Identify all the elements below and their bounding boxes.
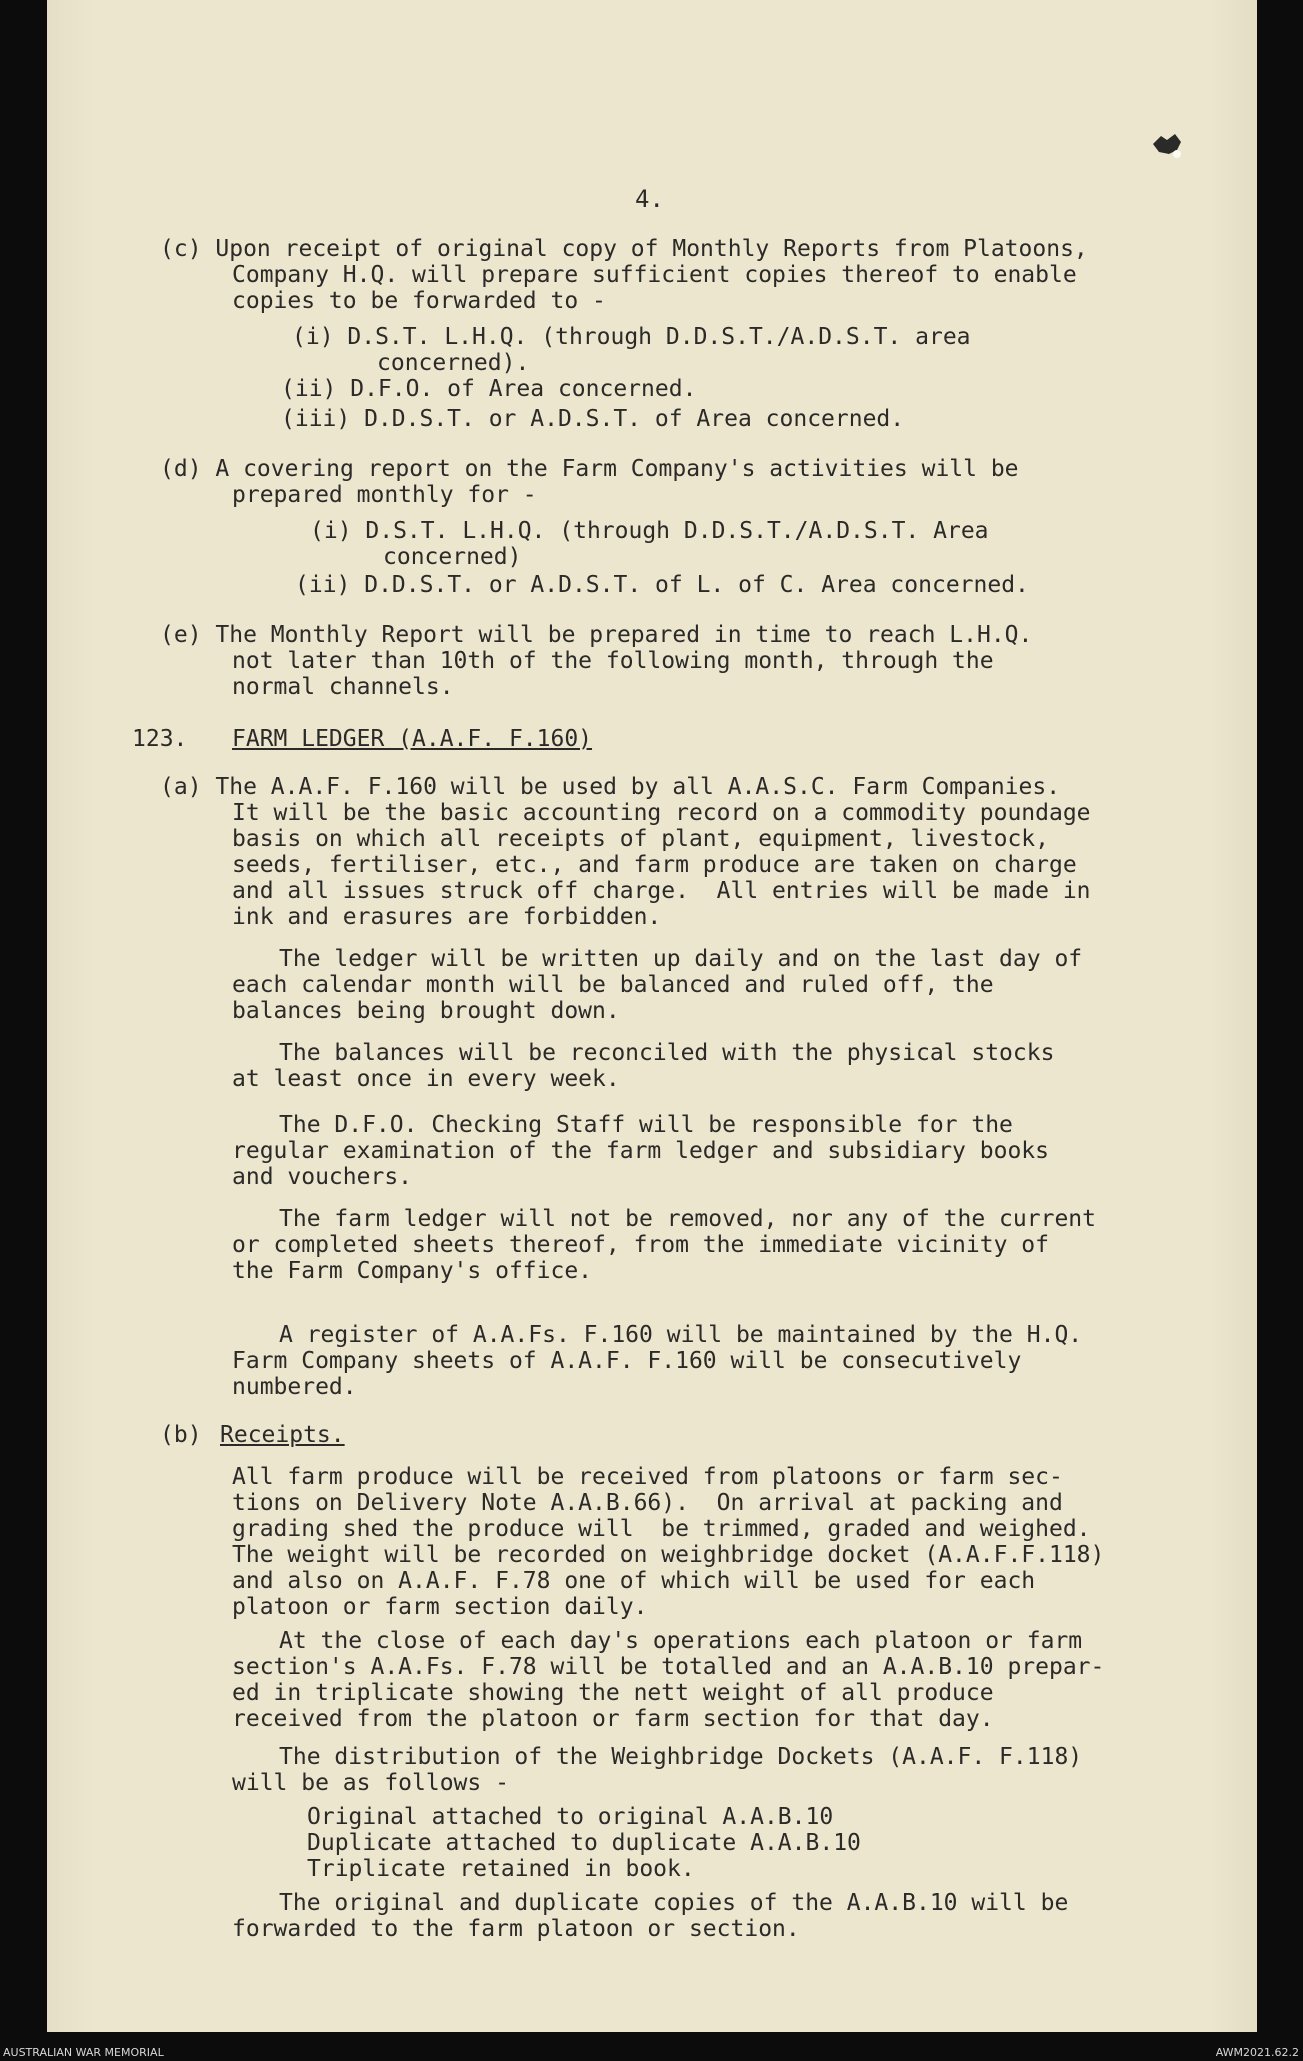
para-a-balances-line: at least once in every week. bbox=[232, 1066, 620, 1092]
para-a-line: seeds, fertiliser, etc., and farm produce are taken on charge bbox=[232, 852, 1077, 878]
para-d-item: (ii) D.D.S.T. or A.D.S.T. of L. of C. Area concerned. bbox=[295, 572, 1029, 598]
para-a-line: (a) The A.A.F. F.160 will be used by all A.A.S.C. Farm Companies. bbox=[160, 774, 1061, 800]
page-number: 4. bbox=[635, 185, 664, 213]
para-e-line: (e) The Monthly Report will be prepared in time to reach L.H.Q. bbox=[160, 622, 1033, 648]
para-a-line: ink and erasures are forbidden. bbox=[232, 904, 662, 930]
para-b-copies-line: forwarded to the farm platoon or section. bbox=[232, 1916, 800, 1942]
para-c-line: copies to be forwarded to - bbox=[232, 288, 606, 314]
distribution-item: Original attached to original A.A.B.10 bbox=[307, 1804, 834, 1830]
footer-institution: AUSTRALIAN WAR MEMORIAL bbox=[3, 2046, 164, 2059]
distribution-item: Duplicate attached to duplicate A.A.B.10 bbox=[307, 1830, 861, 1856]
para-a-checking-line: and vouchers. bbox=[232, 1164, 413, 1190]
para-b-receipts-line: The weight will be recorded on weighbridge docket (A.A.F.F.118) bbox=[232, 1542, 1105, 1568]
para-b-receipts-line: tions on Delivery Note A.A.B.66). On arrival at packing and bbox=[232, 1490, 1063, 1516]
para-b-heading: Receipts. bbox=[220, 1422, 345, 1448]
para-b-totals-line: At the close of each day's operations each platoon or farm bbox=[279, 1628, 1083, 1654]
para-a-ledger-line: balances being brought down. bbox=[232, 998, 620, 1024]
para-b-distribution-line: will be as follows - bbox=[232, 1770, 509, 1796]
para-a-line: and all issues struck off charge. All entries will be made in bbox=[232, 878, 1091, 904]
para-b-copies-line: The original and duplicate copies of the A.A.B.10 will be bbox=[279, 1890, 1069, 1916]
para-e-line: normal channels. bbox=[232, 674, 454, 700]
para-d-item: (i) D.S.T. L.H.Q. (through D.D.S.T./A.D.S.T. Area bbox=[310, 518, 989, 544]
para-a-checking-line: The D.F.O. Checking Staff will be responsible for the bbox=[279, 1112, 1013, 1138]
para-a-removal-line: The farm ledger will not be removed, nor any of the current bbox=[279, 1206, 1096, 1232]
para-b-receipts-line: All farm produce will be received from platoons or farm sec- bbox=[232, 1464, 1063, 1490]
para-b-totals-line: ed in triplicate showing the nett weight of all produce bbox=[232, 1680, 994, 1706]
distribution-item: Triplicate retained in book. bbox=[307, 1856, 695, 1882]
para-a-line: basis on which all receipts of plant, equipment, livestock, bbox=[232, 826, 1049, 852]
para-b-totals-line: received from the platoon or farm section for that day. bbox=[232, 1706, 994, 1732]
para-a-register-line: numbered. bbox=[232, 1374, 357, 1400]
para-c-item: concerned). bbox=[377, 350, 530, 376]
para-b-distribution-line: The distribution of the Weighbridge Dockets (A.A.F. F.118) bbox=[279, 1744, 1083, 1770]
para-a-removal-line: the Farm Company's office. bbox=[232, 1258, 593, 1284]
para-e-line: not later than 10th of the following month, through the bbox=[232, 648, 994, 674]
para-b-receipts-line: grading shed the produce will be trimmed, graded and weighed. bbox=[232, 1516, 1091, 1542]
para-a-register-line: A register of A.A.Fs. F.160 will be maintained by the H.Q. bbox=[279, 1322, 1083, 1348]
section-number: 123. bbox=[132, 726, 188, 752]
para-a-ledger-line: each calendar month will be balanced and ruled off, the bbox=[232, 972, 994, 998]
para-a-checking-line: regular examination of the farm ledger and subsidiary books bbox=[232, 1138, 1049, 1164]
para-d-item: concerned) bbox=[383, 544, 522, 570]
para-a-removal-line: or completed sheets thereof, from the immediate vicinity of bbox=[232, 1232, 1049, 1258]
para-a-register-line: Farm Company sheets of A.A.F. F.160 will be consecutively bbox=[232, 1348, 1022, 1374]
para-b-receipts-line: platoon or farm section daily. bbox=[232, 1594, 648, 1620]
document-page bbox=[47, 0, 1257, 2032]
para-a-ledger-line: The ledger will be written up daily and on the last day of bbox=[279, 946, 1083, 972]
para-b-totals-line: section's A.A.Fs. F.78 will be totalled and an A.A.B.10 prepar- bbox=[232, 1654, 1105, 1680]
para-d-line: (d) A covering report on the Farm Company's activities will be bbox=[160, 456, 1019, 482]
footer-accession-number: AWM2021.62.2 bbox=[1215, 2046, 1299, 2059]
punch-hole-mark bbox=[1147, 130, 1187, 160]
para-c-item: (ii) D.F.O. of Area concerned. bbox=[281, 376, 697, 402]
para-c-item: (iii) D.D.S.T. or A.D.S.T. of Area concerned. bbox=[281, 406, 905, 432]
para-a-balances-line: The balances will be reconciled with the physical stocks bbox=[279, 1040, 1055, 1066]
para-c-line: Company H.Q. will prepare sufficient copies thereof to enable bbox=[232, 262, 1077, 288]
para-d-line: prepared monthly for - bbox=[232, 482, 537, 508]
section-heading: FARM LEDGER (A.A.F. F.160) bbox=[232, 726, 593, 752]
para-c-line: (c) Upon receipt of original copy of Monthly Reports from Platoons, bbox=[160, 236, 1088, 262]
footer-bar bbox=[0, 2044, 1303, 2061]
para-b-receipts-line: and also on A.A.F. F.78 one of which will be used for each bbox=[232, 1568, 1036, 1594]
para-c-item: (i) D.S.T. L.H.Q. (through D.D.S.T./A.D.S.T. area bbox=[292, 324, 971, 350]
para-b-label: (b) bbox=[160, 1422, 202, 1448]
para-a-line: It will be the basic accounting record on a commodity poundage bbox=[232, 800, 1091, 826]
